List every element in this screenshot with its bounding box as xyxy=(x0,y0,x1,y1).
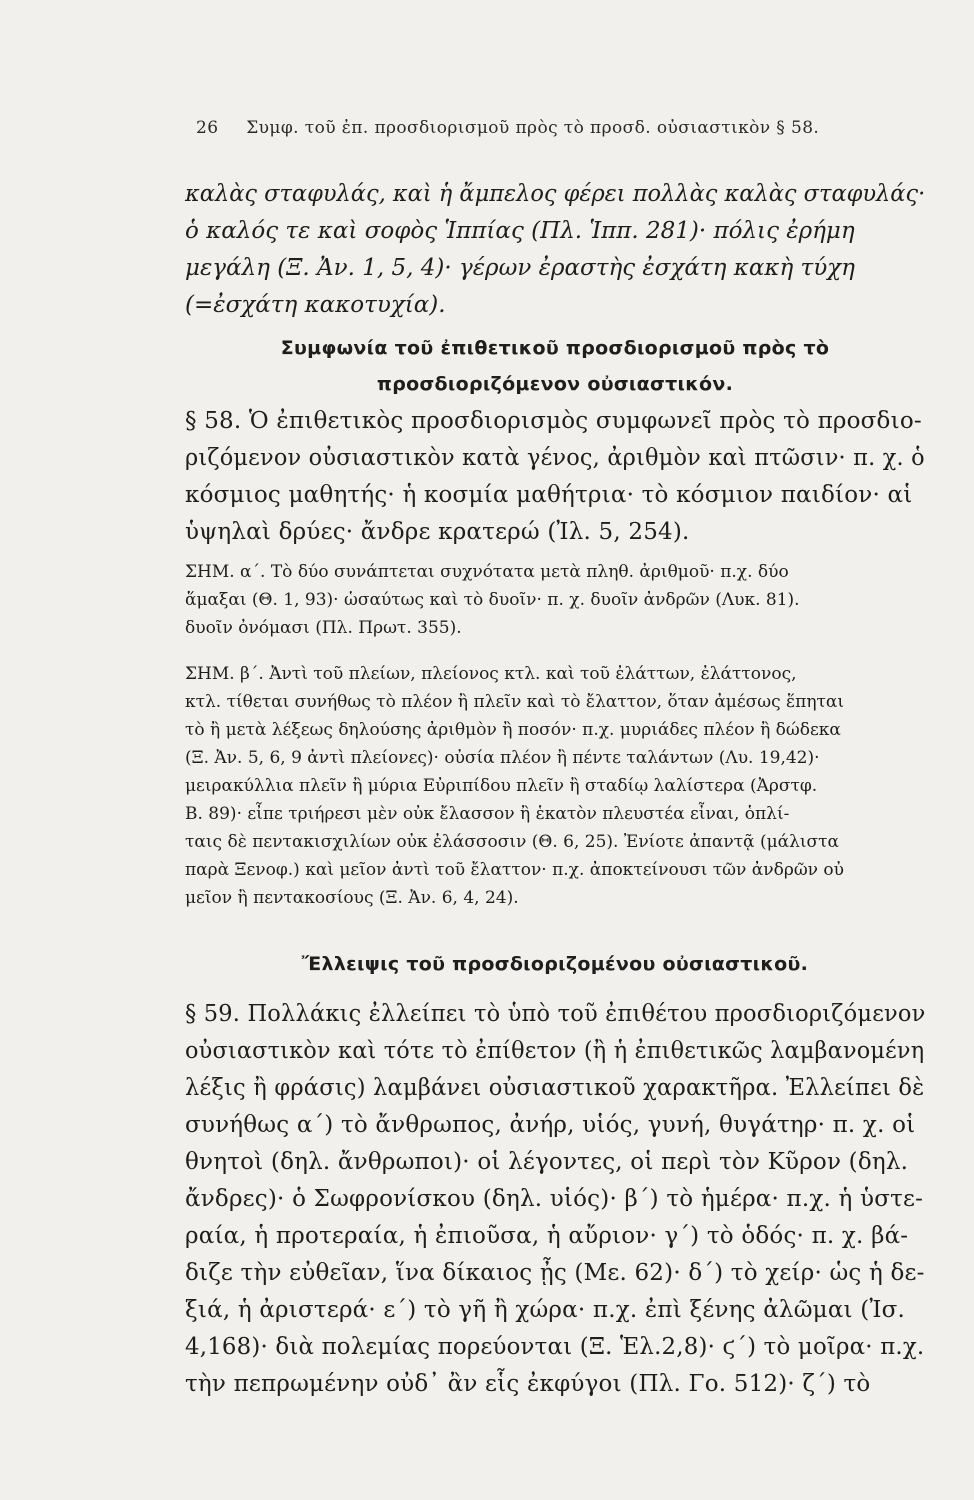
text-line: μεγάλη (Ξ. Ἀν. 1, 5, 4)· γέρων ἐραστὴς ἐσχάτη κακὴ τύχη xyxy=(185,255,855,281)
text-line: § 58. Ὁ ἐπιθετικὸς προσδιορισμὸς συμφωνεῖ πρὸς τὸ προσδιο- xyxy=(185,408,922,434)
note-line: ἅμαξαι (Θ. 1, 93)· ὡσαύτως καὶ τὸ δυοῖν· π. χ. δυοῖν ἀνδρῶν (Λυκ. 81). xyxy=(185,590,800,610)
text-line: οὐσιαστικὸν καὶ τότε τὸ ἐπίθετον (ἢ ἡ ἐπιθετικῶς λαμβανομένη xyxy=(185,1038,925,1064)
paragraph-58 xyxy=(185,403,925,551)
note-line: δυοῖν ὀνόμασι (Πλ. Πρωτ. 355). xyxy=(185,618,462,638)
text-line: ὁ καλός τε καὶ σοφὸς Ἱππίας (Πλ. Ἱππ. 281)· πόλις ἐρήμη xyxy=(185,218,855,244)
note-line: μεῖον ἢ πεντακοσίους (Ξ. Ἀν. 6, 4, 24). xyxy=(185,888,519,908)
paragraph-59 xyxy=(185,996,925,1403)
intro-paragraph xyxy=(185,176,925,324)
note-line: ΣΗΜ. β΄. Ἀντὶ τοῦ πλείων, πλείονος κτλ. καὶ τοῦ ἐλάττων, ἐλάττονος, xyxy=(185,664,797,684)
text-line: τὴν πεπρωμένην οὐδ᾽ ἂν εἷς ἐκφύγοι (Πλ. Γο. 512)· ζ΄) τὸ xyxy=(185,1371,871,1397)
text-line: ριζόμενον οὐσιαστικὸν κατὰ γένος, ἀριθμὸν καὶ πτῶσιν· π. χ. ὁ xyxy=(185,445,925,471)
running-title: Συμφ. τοῦ ἐπ. προσδιορισμοῦ πρὸς τὸ προσδ. οὐσιαστικὸν § 58. xyxy=(246,118,820,138)
note-line: τὸ ἢ μετὰ λέξεως δηλούσης ἀριθμὸν ἢ ποσόν· π.χ. μυριάδες πλέον ἢ δώδεκα xyxy=(185,720,841,740)
text-line: ραία, ἡ προτεραία, ἡ ἐπιοῦσα, ἡ αὔριον· γ΄) τὸ ὁδός· π. χ. βά- xyxy=(185,1223,909,1249)
note-beta xyxy=(185,660,925,912)
text-line: θνητοὶ (δηλ. ἄνθρωποι)· οἱ λέγοντες, οἱ περὶ τὸν Κῦρον (δηλ. xyxy=(185,1149,909,1175)
heading-line: προσδιοριζόμενον οὐσιαστικόν. xyxy=(376,373,734,395)
text-line: § 59. Πολλάκις ἐλλείπει τὸ ὑπὸ τοῦ ἐπιθέτου προσδιοριζόμενον xyxy=(185,1001,926,1027)
text-line: λέξις ἢ φράσις) λαμβάνει οὐσιαστικοῦ χαρακτῆρα. Ἐλλείπει δὲ xyxy=(185,1075,925,1101)
text-line: κόσμιος μαθητής· ἡ κοσμία μαθήτρια· τὸ κόσμιον παιδίον· αἱ xyxy=(185,482,913,508)
note-line: παρὰ Ξενοφ.) καὶ μεῖον ἀντὶ τοῦ ἔλαττον· π.χ. ἀποκτείνουσι τῶν ἀνδρῶν οὐ xyxy=(185,860,844,880)
text-line: συνήθως α΄) τὸ ἄνθρωπος, ἀνήρ, υἱός, γυνή, θυγάτηρ· π. χ. οἱ xyxy=(185,1112,916,1138)
heading-line: Ἔλλειψις τοῦ προσδιοριζομένου οὐσιαστικοῦ. xyxy=(301,953,809,975)
section-heading-agreement xyxy=(185,330,925,402)
note-line: ταις δὲ πεντακισχιλίων οὐκ ἐλάσσοσιν (Θ. 6, 25). Ἐνίοτε ἀπαντᾷ (μάλιστα xyxy=(185,832,840,852)
text-line: 4,168)· διὰ πολεμίας πορεύονται (Ξ. Ἑλ.2,8)· ϛ΄) τὸ μοῖρα· π.χ. xyxy=(185,1334,925,1360)
text-line: ὑψηλαὶ δρύες· ἄνδρε κρατερώ (Ἰλ. 5, 254). xyxy=(185,519,690,545)
page-number: 26 xyxy=(196,118,219,138)
note-line: Β. 89)· εἶπε τριήρεσι μὲν οὐκ ἔλασσον ἢ ἑκατὸν πλευστέα εἶναι, ὁπλί- xyxy=(185,804,790,824)
text-line: διζε τὴν εὐθεῖαν, ἵνα δίκαιος ᾖς (Με. 62)· δ΄) τὸ χείρ· ὡς ἡ δε- xyxy=(185,1260,925,1286)
text-line: ξιά, ἡ ἀριστερά· ε΄) τὸ γῆ ἢ χώρα· π.χ. ἐπὶ ξένης ἀλῶμαι (Ἰσ. xyxy=(185,1297,906,1323)
section-heading-ellipsis xyxy=(185,946,925,982)
note-line: μειρακύλλια πλεῖν ἢ μύρια Εὐριπίδου πλεῖν ἢ σταδίῳ λαλίστερα (Ἀρστφ. xyxy=(185,776,818,796)
note-line: (Ξ. Ἀν. 5, 6, 9 ἀντὶ πλείονες)· οὐσία πλέον ἢ πέντε ταλάντων (Λυ. 19,42)· xyxy=(185,748,820,768)
text-line: καλὰς σταφυλάς, καὶ ἡ ἄμπελος φέρει πολλὰς καλὰς σταφυλάς· xyxy=(185,181,926,207)
note-alpha xyxy=(185,558,925,642)
text-line: ἄνδρες)· ὁ Σωφρονίσκου (δηλ. υἱός)· β΄) τὸ ἡμέρα· π.χ. ἡ ὑστε- xyxy=(185,1186,924,1212)
text-line: (=ἐσχάτη κακοτυχία). xyxy=(185,292,446,318)
heading-line: Συμφωνία τοῦ ἐπιθετικοῦ προσδιορισμοῦ πρὸς τὸ xyxy=(280,337,830,359)
note-line: κτλ. τίθεται συνήθως τὸ πλέον ἢ πλεῖν καὶ τὸ ἔλαττον, ὅταν ἀμέσως ἕπηται xyxy=(185,692,845,712)
note-line: ΣΗΜ. α΄. Τὸ δύο συνάπτεται συχνότατα μετὰ πληθ. ἀριθμοῦ· π.χ. δύο xyxy=(185,562,789,582)
running-header xyxy=(196,118,876,138)
